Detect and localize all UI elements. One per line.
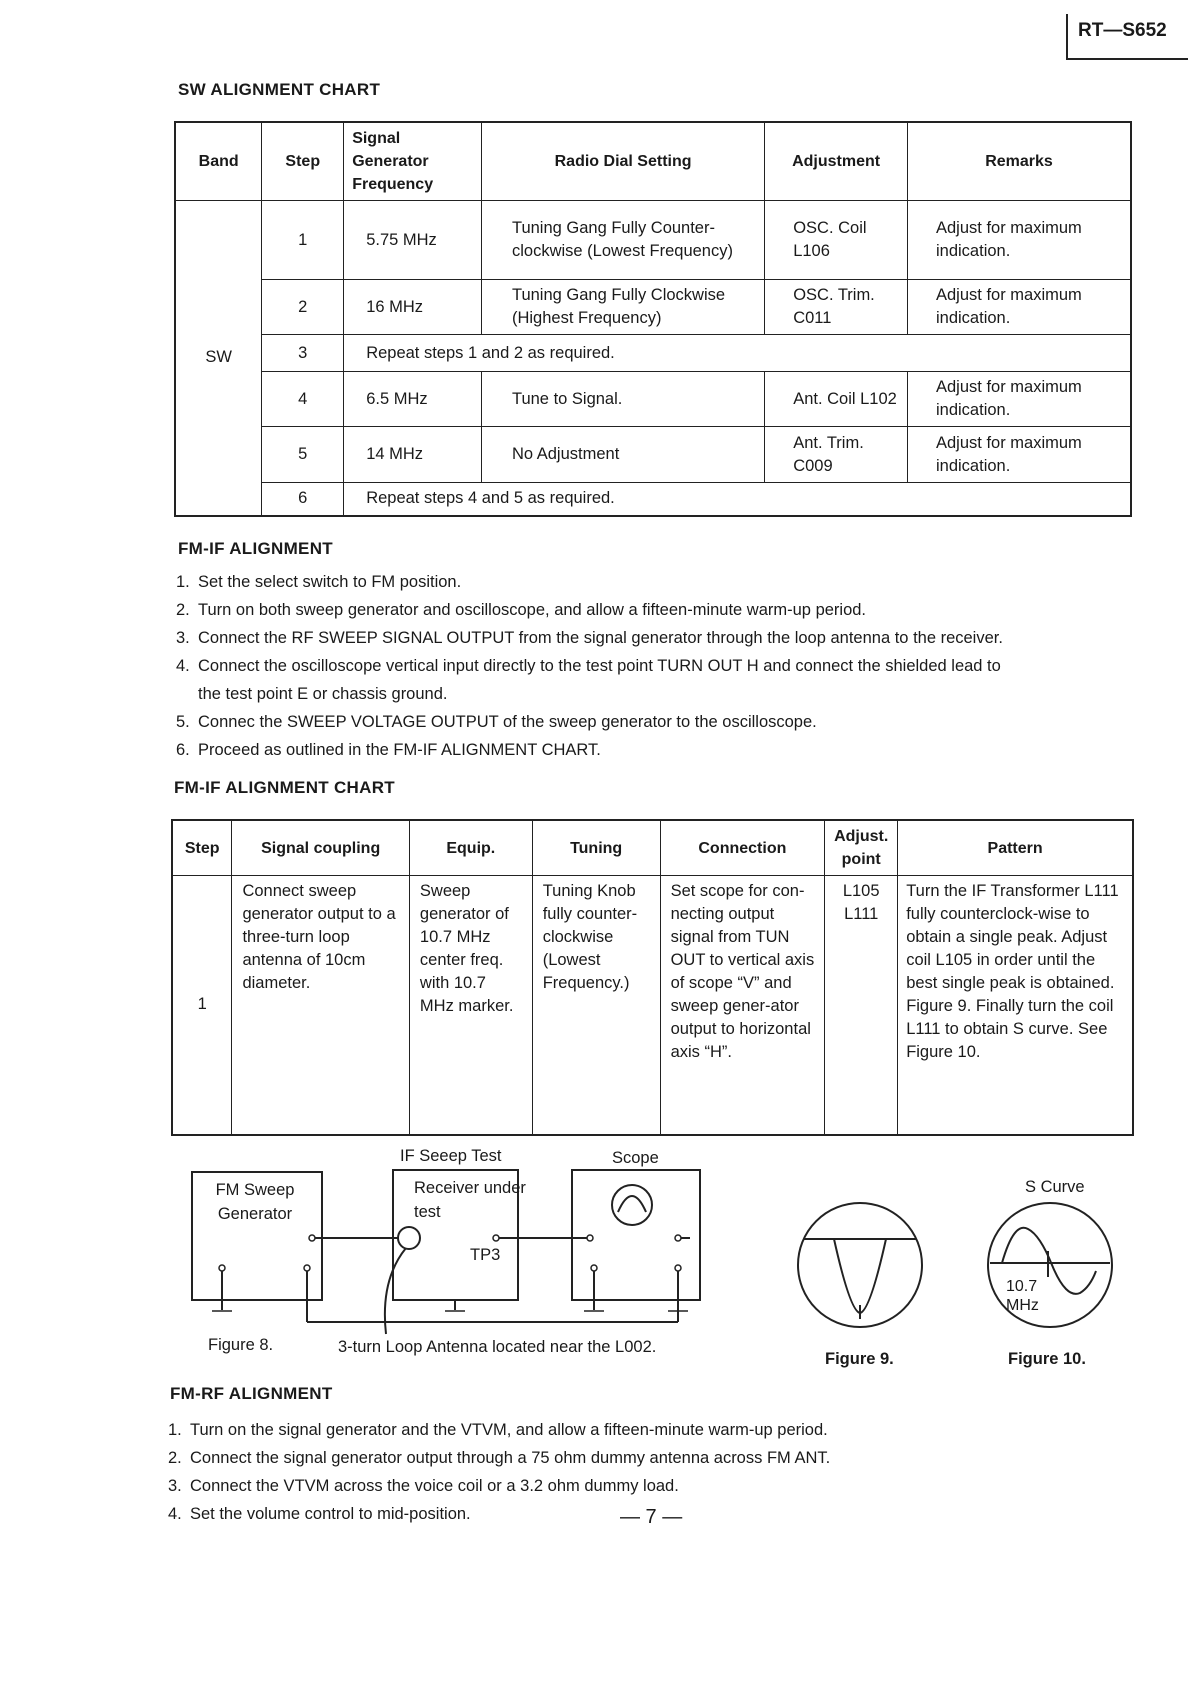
model-number: RT—S652 bbox=[1078, 20, 1167, 41]
list-item bbox=[176, 596, 1136, 624]
step-cell: 1 bbox=[262, 201, 344, 280]
pattern-cell: Turn the IF Transformer L111 fully counterclock-wise to obtain a single peak. Adjust coil L105 in order until the best single peak is obtained. Figure 9. Finally turn the coil L111 to obtain S curve. See Figure 10. bbox=[898, 876, 1133, 1135]
dial-cell: Tuning Gang Fully Clockwise (Highest Frequency) bbox=[481, 280, 764, 335]
table-row bbox=[175, 335, 1131, 372]
list-item bbox=[176, 708, 1136, 736]
step-text: the test point E or chassis ground. bbox=[198, 685, 448, 703]
header-step: Step bbox=[262, 122, 344, 201]
band-cell: SW bbox=[175, 201, 262, 516]
connection-cell: Set scope for con-necting output signal from TUN OUT to vertical axis of scope “V” and sweep gener-ator output to horizontal axis “H”. bbox=[660, 876, 825, 1135]
dial-cell: Tune to Signal. bbox=[481, 372, 764, 427]
s-curve-label: S Curve bbox=[1025, 1178, 1085, 1196]
list-item bbox=[176, 652, 1136, 680]
step-cell: 2 bbox=[262, 280, 344, 335]
freq-cell: 16 MHz bbox=[344, 280, 482, 335]
step-text: Connect the RF SWEEP SIGNAL OUTPUT from the signal generator through the loop antenna to the receiver. bbox=[198, 629, 1003, 647]
list-item bbox=[176, 568, 1136, 596]
step-cell: 5 bbox=[262, 427, 344, 483]
header-adjustment: Adjustment bbox=[765, 122, 908, 201]
remarks-cell: Adjust for maximum indication. bbox=[908, 280, 1132, 335]
header-band: Band bbox=[175, 122, 262, 201]
tp3-label: TP3 bbox=[470, 1246, 501, 1264]
adjustment-cell: Ant. Coil L102 bbox=[765, 372, 908, 427]
header-adjust-point: Adjust. point bbox=[825, 820, 898, 876]
step-number: 3. bbox=[168, 1477, 182, 1495]
step-number: 4. bbox=[168, 1505, 182, 1523]
list-item bbox=[168, 1416, 1068, 1444]
list-item bbox=[168, 1444, 1068, 1472]
figure-9-single-peak bbox=[790, 1195, 930, 1335]
tuning-cell: Tuning Knob fully counter-clockwise (Lowest Frequency.) bbox=[532, 876, 660, 1135]
remarks-cell: Adjust for maximum indication. bbox=[908, 372, 1132, 427]
header-step: Step bbox=[172, 820, 232, 876]
freq-cell: 14 MHz bbox=[344, 427, 482, 483]
dial-cell: No Adjustment bbox=[481, 427, 764, 483]
step-number: 3. bbox=[176, 629, 190, 647]
remarks-cell: Adjust for maximum indication. bbox=[908, 427, 1132, 483]
model-number-box bbox=[1066, 14, 1188, 60]
adjustment-cell: OSC. Coil L106 bbox=[765, 201, 908, 280]
step-text: Turn on both sweep generator and oscilloscope, and allow a fifteen-minute warm-up period. bbox=[198, 601, 867, 619]
step-text: Connec the SWEEP VOLTAGE OUTPUT of the sweep generator to the oscilloscope. bbox=[198, 713, 817, 731]
step-text: Turn on the signal generator and the VTVM, and allow a fifteen-minute warm-up period. bbox=[190, 1421, 828, 1439]
step-number: 6. bbox=[176, 741, 190, 759]
sw-chart-heading: SW ALIGNMENT CHART bbox=[178, 80, 381, 99]
coupling-cell: Connect sweep generator output to a three-turn loop antenna of 10cm diameter. bbox=[232, 876, 409, 1135]
adjust-point-cell: L105 L111 bbox=[825, 876, 898, 1135]
scope-label: Scope bbox=[612, 1149, 659, 1167]
figure-8-label: Figure 8. bbox=[208, 1336, 274, 1354]
step-cell: 3 bbox=[262, 335, 344, 372]
fm-if-steps bbox=[176, 568, 1136, 764]
step-number: 4. bbox=[176, 657, 190, 675]
list-item bbox=[176, 680, 1136, 708]
if-sweep-test-title: IF Seeep Test bbox=[400, 1147, 502, 1165]
header-equip: Equip. bbox=[409, 820, 532, 876]
list-item bbox=[176, 624, 1136, 652]
table-row bbox=[175, 427, 1131, 483]
fm-rf-steps bbox=[168, 1416, 1068, 1528]
step-number: 1. bbox=[168, 1421, 182, 1439]
list-item bbox=[168, 1472, 1068, 1500]
table-row bbox=[175, 201, 1131, 280]
figure-10-label: Figure 10. bbox=[1008, 1350, 1086, 1368]
fm-rf-heading: FM-RF ALIGNMENT bbox=[170, 1384, 333, 1403]
frequency-marker: 10.7 MHz bbox=[1006, 1278, 1039, 1314]
generator-label: FM Sweep Generator bbox=[215, 1181, 295, 1223]
adjustment-cell: Ant. Trim. C009 bbox=[765, 427, 908, 483]
freq-cell: 5.75 MHz bbox=[344, 201, 482, 280]
equip-cell: Sweep generator of 10.7 MHz center freq. with 10.7 MHz marker. bbox=[409, 876, 532, 1135]
dial-cell: Tuning Gang Fully Counter-clockwise (Lowest Frequency) bbox=[481, 201, 764, 280]
table-row bbox=[175, 280, 1131, 335]
header-tuning: Tuning bbox=[532, 820, 660, 876]
list-item bbox=[176, 736, 1136, 764]
receiver-label: Receiver under test bbox=[414, 1179, 526, 1221]
fm-if-heading: FM-IF ALIGNMENT bbox=[178, 539, 333, 558]
step-text: Proceed as outlined in the FM-IF ALIGNMENT CHART. bbox=[198, 741, 601, 759]
step-cell: 1 bbox=[172, 876, 232, 1135]
header-dial: Radio Dial Setting bbox=[481, 122, 764, 201]
repeat-cell: Repeat steps 1 and 2 as required. bbox=[344, 335, 1131, 372]
step-cell: 4 bbox=[262, 372, 344, 427]
step-cell: 6 bbox=[262, 483, 344, 516]
table-row bbox=[175, 483, 1131, 516]
sw-alignment-table bbox=[174, 121, 1132, 517]
step-number: 2. bbox=[176, 601, 190, 619]
header-connection: Connection bbox=[660, 820, 825, 876]
table-row bbox=[172, 876, 1133, 1135]
adjustment-cell: OSC. Trim. C011 bbox=[765, 280, 908, 335]
table-row bbox=[175, 372, 1131, 427]
step-number: 1. bbox=[176, 573, 190, 591]
fm-if-alignment-table bbox=[171, 819, 1134, 1136]
freq-cell: 6.5 MHz bbox=[344, 372, 482, 427]
step-text: Set the select switch to FM position. bbox=[198, 573, 462, 591]
list-item bbox=[168, 1500, 1068, 1528]
figure-9-label: Figure 9. bbox=[825, 1350, 894, 1368]
figure-8-caption: 3-turn Loop Antenna located near the L002. bbox=[338, 1338, 657, 1356]
header-frequency: Signal Generator Frequency bbox=[344, 122, 482, 201]
step-number: 2. bbox=[168, 1449, 182, 1467]
fm-if-chart-heading: FM-IF ALIGNMENT CHART bbox=[174, 778, 395, 797]
step-text: Set the volume control to mid-position. bbox=[190, 1505, 471, 1523]
step-number: 5. bbox=[176, 713, 190, 731]
step-text: Connect the oscilloscope vertical input directly to the test point TURN OUT H and connect the shielded lead to bbox=[198, 657, 1001, 675]
page-number: — 7 — bbox=[620, 1506, 683, 1528]
header-remarks: Remarks bbox=[908, 122, 1132, 201]
step-text: Connect the VTVM across the voice coil or a 3.2 ohm dummy load. bbox=[190, 1477, 679, 1495]
header-signal-coupling: Signal coupling bbox=[232, 820, 409, 876]
header-pattern: Pattern bbox=[898, 820, 1133, 876]
step-text: Connect the signal generator output through a 75 ohm dummy antenna across FM ANT. bbox=[190, 1449, 831, 1467]
remarks-cell: Adjust for maximum indication. bbox=[908, 201, 1132, 280]
repeat-cell: Repeat steps 4 and 5 as required. bbox=[344, 483, 1131, 516]
